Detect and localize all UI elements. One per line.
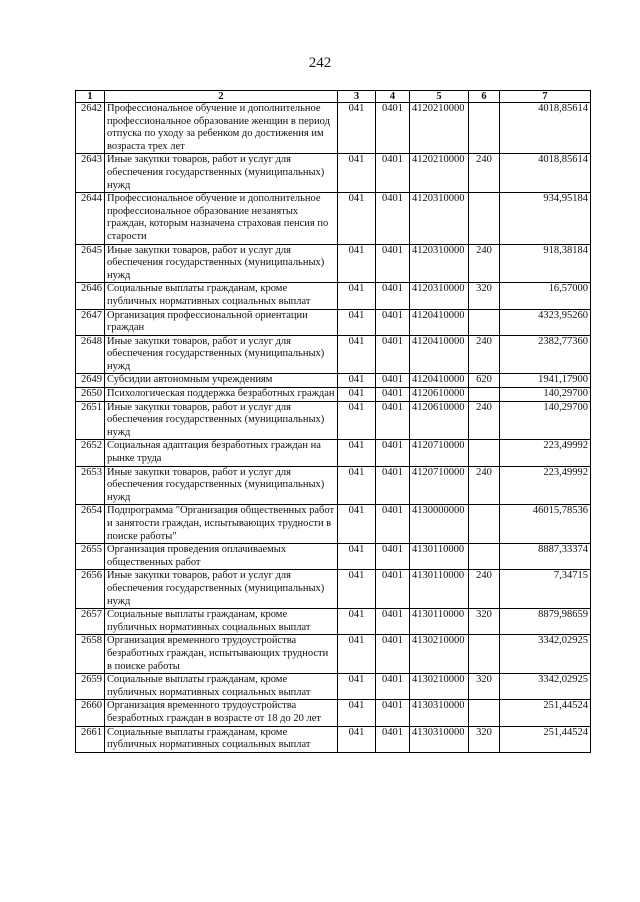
row-code-6: 240 [469, 466, 500, 505]
row-number: 2656 [76, 570, 105, 609]
row-name: Организация проведения оплачиваемых общественных работ [105, 544, 338, 570]
row-amount: 8879,98659 [500, 609, 591, 635]
row-amount: 251,44524 [500, 700, 591, 726]
row-code-6: 240 [469, 335, 500, 374]
row-code-4: 0401 [376, 635, 410, 674]
row-code-3: 041 [338, 544, 376, 570]
row-amount: 46015,78536 [500, 505, 591, 544]
budget-table [75, 90, 591, 753]
row-name: Иные закупки товаров, работ и услуг для обеспечения государственных (муниципальных) нужд [105, 466, 338, 505]
row-number: 2659 [76, 674, 105, 700]
row-amount: 223,49992 [500, 440, 591, 466]
column-header: 3 [338, 91, 376, 103]
row-code-4: 0401 [376, 401, 410, 440]
table-row [76, 726, 591, 752]
table-row [76, 609, 591, 635]
row-code-3: 041 [338, 609, 376, 635]
row-amount: 3342,02925 [500, 674, 591, 700]
row-code-3: 041 [338, 374, 376, 388]
row-code-3: 041 [338, 388, 376, 402]
row-amount: 1941,17900 [500, 374, 591, 388]
row-code-3: 041 [338, 466, 376, 505]
row-amount: 4018,85614 [500, 103, 591, 154]
table-row [76, 674, 591, 700]
row-code-5: 4130110000 [410, 570, 469, 609]
row-code-6: 320 [469, 674, 500, 700]
table-row [76, 544, 591, 570]
column-header: 5 [410, 91, 469, 103]
row-code-5: 4120210000 [410, 154, 469, 193]
row-name: Социальные выплаты гражданам, кроме публичных нормативных социальных выплат [105, 726, 338, 752]
table-row [76, 283, 591, 309]
row-code-4: 0401 [376, 700, 410, 726]
row-name: Субсидии автономным учреждениям [105, 374, 338, 388]
row-code-5: 4130110000 [410, 609, 469, 635]
row-code-5: 4120210000 [410, 103, 469, 154]
row-number: 2644 [76, 193, 105, 244]
table-row [76, 335, 591, 374]
row-code-5: 4130310000 [410, 726, 469, 752]
row-name: Иные закупки товаров, работ и услуг для обеспечения государственных (муниципальных) нужд [105, 154, 338, 193]
row-name: Социальная адаптация безработных граждан на рынке труда [105, 440, 338, 466]
row-name: Иные закупки товаров, работ и услуг для обеспечения государственных (муниципальных) нужд [105, 401, 338, 440]
row-code-3: 041 [338, 674, 376, 700]
row-amount: 3342,02925 [500, 635, 591, 674]
table-row [76, 154, 591, 193]
row-code-3: 041 [338, 154, 376, 193]
row-code-3: 041 [338, 726, 376, 752]
table-row [76, 103, 591, 154]
row-code-5: 4120610000 [410, 388, 469, 402]
table-row [76, 570, 591, 609]
row-number: 2648 [76, 335, 105, 374]
row-number: 2658 [76, 635, 105, 674]
row-code-4: 0401 [376, 674, 410, 700]
row-code-4: 0401 [376, 505, 410, 544]
row-code-3: 041 [338, 570, 376, 609]
row-amount: 4323,95260 [500, 309, 591, 335]
row-code-6 [469, 544, 500, 570]
row-code-4: 0401 [376, 309, 410, 335]
row-code-5: 4120610000 [410, 401, 469, 440]
table-header-row [76, 91, 591, 103]
row-number: 2645 [76, 244, 105, 283]
page-number: 242 [308, 55, 332, 71]
row-number: 2651 [76, 401, 105, 440]
row-code-3: 041 [338, 440, 376, 466]
table-row [76, 309, 591, 335]
row-code-5: 4130310000 [410, 700, 469, 726]
row-code-6 [469, 700, 500, 726]
row-code-6 [469, 388, 500, 402]
row-code-6 [469, 505, 500, 544]
row-number: 2646 [76, 283, 105, 309]
row-amount: 7,34715 [500, 570, 591, 609]
column-header: 4 [376, 91, 410, 103]
row-code-3: 041 [338, 505, 376, 544]
table-row [76, 440, 591, 466]
row-code-3: 041 [338, 700, 376, 726]
row-name: Подпрограмма "Организация общественных работ и занятости граждан, испытывающих трудности в поиске работы" [105, 505, 338, 544]
row-code-4: 0401 [376, 466, 410, 505]
table-body [76, 103, 591, 753]
row-code-5: 4130000000 [410, 505, 469, 544]
row-code-4: 0401 [376, 440, 410, 466]
row-number: 2642 [76, 103, 105, 154]
row-number: 2661 [76, 726, 105, 752]
row-code-3: 041 [338, 335, 376, 374]
row-name: Организация временного трудоустройства безработных граждан в возрасте от 18 до 20 лет [105, 700, 338, 726]
row-number: 2652 [76, 440, 105, 466]
row-code-6: 320 [469, 283, 500, 309]
table-row [76, 401, 591, 440]
row-code-6: 240 [469, 570, 500, 609]
row-code-4: 0401 [376, 283, 410, 309]
row-code-3: 041 [338, 635, 376, 674]
row-code-3: 041 [338, 103, 376, 154]
row-code-5: 4120410000 [410, 309, 469, 335]
row-amount: 934,95184 [500, 193, 591, 244]
row-code-5: 4120410000 [410, 374, 469, 388]
row-name: Организация профессиональной ориентации граждан [105, 309, 338, 335]
row-number: 2653 [76, 466, 105, 505]
row-name: Организация временного трудоустройства безработных граждан, испытывающих трудности в поиске работы [105, 635, 338, 674]
row-code-4: 0401 [376, 103, 410, 154]
row-number: 2650 [76, 388, 105, 402]
table-row [76, 505, 591, 544]
row-code-4: 0401 [376, 244, 410, 283]
row-code-5: 4120310000 [410, 193, 469, 244]
row-code-4: 0401 [376, 544, 410, 570]
row-code-3: 041 [338, 309, 376, 335]
row-code-6 [469, 193, 500, 244]
row-code-3: 041 [338, 401, 376, 440]
row-code-6: 240 [469, 401, 500, 440]
row-number: 2649 [76, 374, 105, 388]
row-amount: 251,44524 [500, 726, 591, 752]
row-code-6: 320 [469, 609, 500, 635]
row-name: Социальные выплаты гражданам, кроме публичных нормативных социальных выплат [105, 283, 338, 309]
row-code-4: 0401 [376, 193, 410, 244]
row-number: 2655 [76, 544, 105, 570]
row-code-4: 0401 [376, 609, 410, 635]
row-name: Иные закупки товаров, работ и услуг для обеспечения государственных (муниципальных) нужд [105, 335, 338, 374]
row-amount: 16,57000 [500, 283, 591, 309]
column-header: 6 [469, 91, 500, 103]
row-name: Социальные выплаты гражданам, кроме публичных нормативных социальных выплат [105, 609, 338, 635]
row-amount: 4018,85614 [500, 154, 591, 193]
column-header: 7 [500, 91, 591, 103]
row-code-5: 4120710000 [410, 440, 469, 466]
row-amount: 918,38184 [500, 244, 591, 283]
row-number: 2657 [76, 609, 105, 635]
row-code-5: 4130110000 [410, 544, 469, 570]
table-row [76, 700, 591, 726]
table-row [76, 388, 591, 402]
row-code-3: 041 [338, 244, 376, 283]
row-amount: 223,49992 [500, 466, 591, 505]
row-code-3: 041 [338, 193, 376, 244]
row-code-5: 4130210000 [410, 674, 469, 700]
row-number: 2643 [76, 154, 105, 193]
row-name: Иные закупки товаров, работ и услуг для обеспечения государственных (муниципальных) нужд [105, 570, 338, 609]
row-code-6: 240 [469, 154, 500, 193]
table-row [76, 635, 591, 674]
row-code-5: 4120710000 [410, 466, 469, 505]
row-code-6: 320 [469, 726, 500, 752]
row-code-3: 041 [338, 283, 376, 309]
row-name: Психологическая поддержка безработных граждан [105, 388, 338, 402]
row-amount: 2382,77360 [500, 335, 591, 374]
row-name: Социальные выплаты гражданам, кроме публичных нормативных социальных выплат [105, 674, 338, 700]
column-header: 2 [105, 91, 338, 103]
row-code-6 [469, 309, 500, 335]
table-row [76, 374, 591, 388]
row-code-4: 0401 [376, 570, 410, 609]
row-code-6 [469, 635, 500, 674]
row-code-4: 0401 [376, 388, 410, 402]
row-name: Профессиональное обучение и дополнительное профессиональное образование незанятых граждан, которым назначена страховая пенсия по старости [105, 193, 338, 244]
row-code-4: 0401 [376, 374, 410, 388]
row-code-6 [469, 103, 500, 154]
row-code-5: 4120410000 [410, 335, 469, 374]
row-code-4: 0401 [376, 726, 410, 752]
row-code-4: 0401 [376, 154, 410, 193]
row-name: Иные закупки товаров, работ и услуг для обеспечения государственных (муниципальных) нужд [105, 244, 338, 283]
row-code-4: 0401 [376, 335, 410, 374]
row-number: 2654 [76, 505, 105, 544]
column-header: 1 [76, 91, 105, 103]
row-code-5: 4120310000 [410, 283, 469, 309]
row-name: Профессиональное обучение и дополнительное профессиональное образование женщин в период отпуска по уходу за ребенком до достижения им возраста трех лет [105, 103, 338, 154]
row-number: 2647 [76, 309, 105, 335]
row-amount: 140,29700 [500, 388, 591, 402]
row-amount: 8887,33374 [500, 544, 591, 570]
table-row [76, 466, 591, 505]
row-code-5: 4130210000 [410, 635, 469, 674]
row-code-6: 620 [469, 374, 500, 388]
row-code-6: 240 [469, 244, 500, 283]
row-code-6 [469, 440, 500, 466]
row-number: 2660 [76, 700, 105, 726]
row-code-5: 4120310000 [410, 244, 469, 283]
table-row [76, 193, 591, 244]
row-amount: 140,29700 [500, 401, 591, 440]
table-row [76, 244, 591, 283]
